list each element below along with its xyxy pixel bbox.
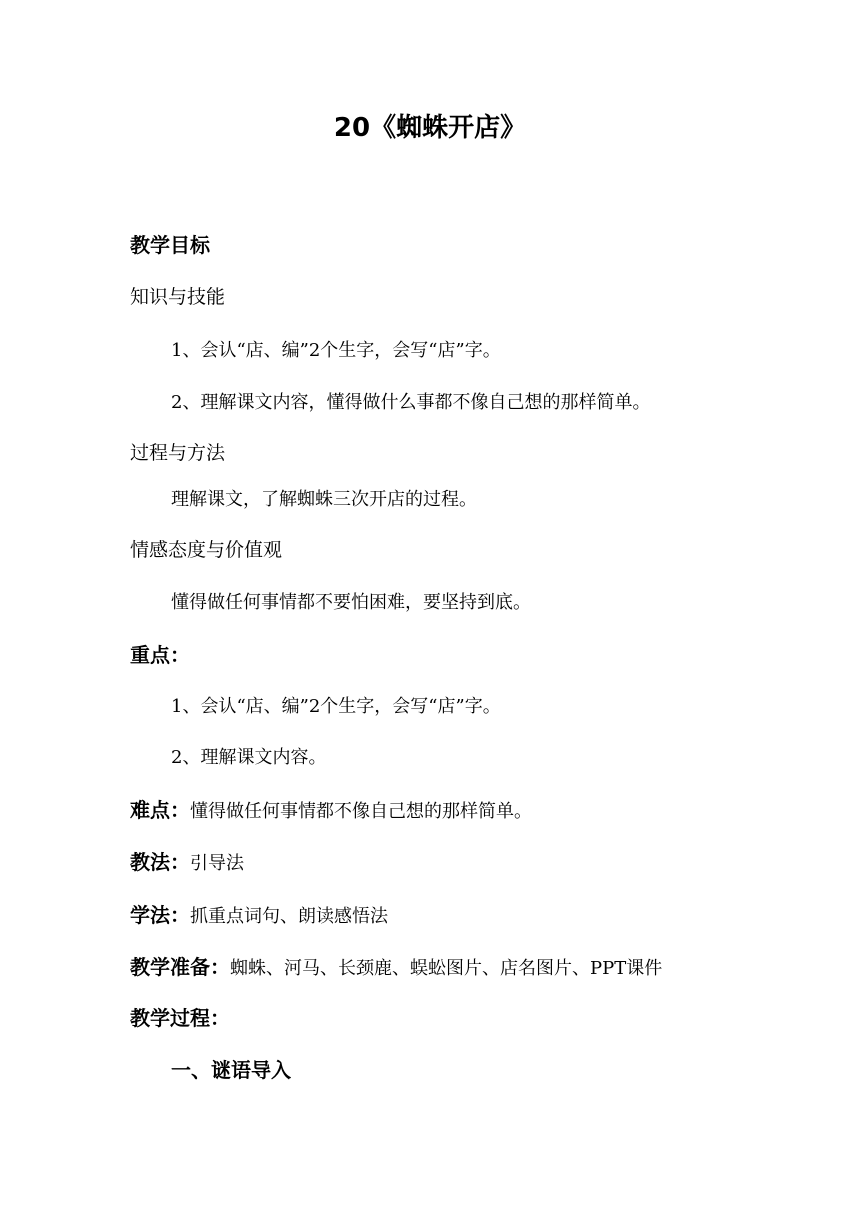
preparation-text: 蜘蛛、河马、长颈鹿、蜈蚣图片、店名图片、PPT课件 (230, 958, 663, 979)
preparation-label: 教学准备： (130, 955, 230, 979)
emotion-values-text: 懂得做任何事情都不要怕困难，要坚持到底。 (171, 592, 531, 613)
knowledge-skills-heading: 知识与技能 (130, 286, 226, 308)
learning-method-text: 抓重点词句、朗读感悟法 (190, 906, 388, 927)
teaching-method-row (130, 852, 244, 873)
preparation-row (130, 957, 662, 978)
difficulty-row (130, 800, 532, 821)
difficulty-label: 难点： (130, 798, 190, 822)
key-point-item-2: 2、理解课文内容。 (171, 747, 327, 768)
key-points-label: 重点： (130, 643, 190, 667)
section-one-heading: 一、谜语导入 (171, 1058, 291, 1082)
teaching-method-text: 引导法 (190, 853, 244, 874)
key-point-item-1: 1、会认“店、编”2个生字，会写“店”字。 (171, 696, 501, 717)
teaching-method-label: 教法： (130, 850, 190, 874)
teaching-process-heading: 教学过程： (130, 1006, 230, 1030)
objectives-heading: 教学目标 (130, 233, 210, 257)
document-title: 20《蜘蛛开店》 (333, 113, 527, 143)
process-method-text: 理解课文，了解蜘蛛三次开店的过程。 (171, 489, 477, 510)
learning-method-row (130, 905, 388, 926)
emotion-values-heading: 情感态度与价值观 (130, 539, 283, 561)
process-method-heading: 过程与方法 (130, 442, 226, 464)
knowledge-item-1: 1、会认“店、编”2个生字，会写“店”字。 (171, 340, 501, 361)
difficulty-text: 懂得做任何事情都不像自己想的那样简单。 (190, 801, 532, 822)
learning-method-label: 学法： (130, 903, 190, 927)
knowledge-item-2: 2、理解课文内容，懂得做什么事都不像自己想的那样简单。 (171, 392, 651, 413)
